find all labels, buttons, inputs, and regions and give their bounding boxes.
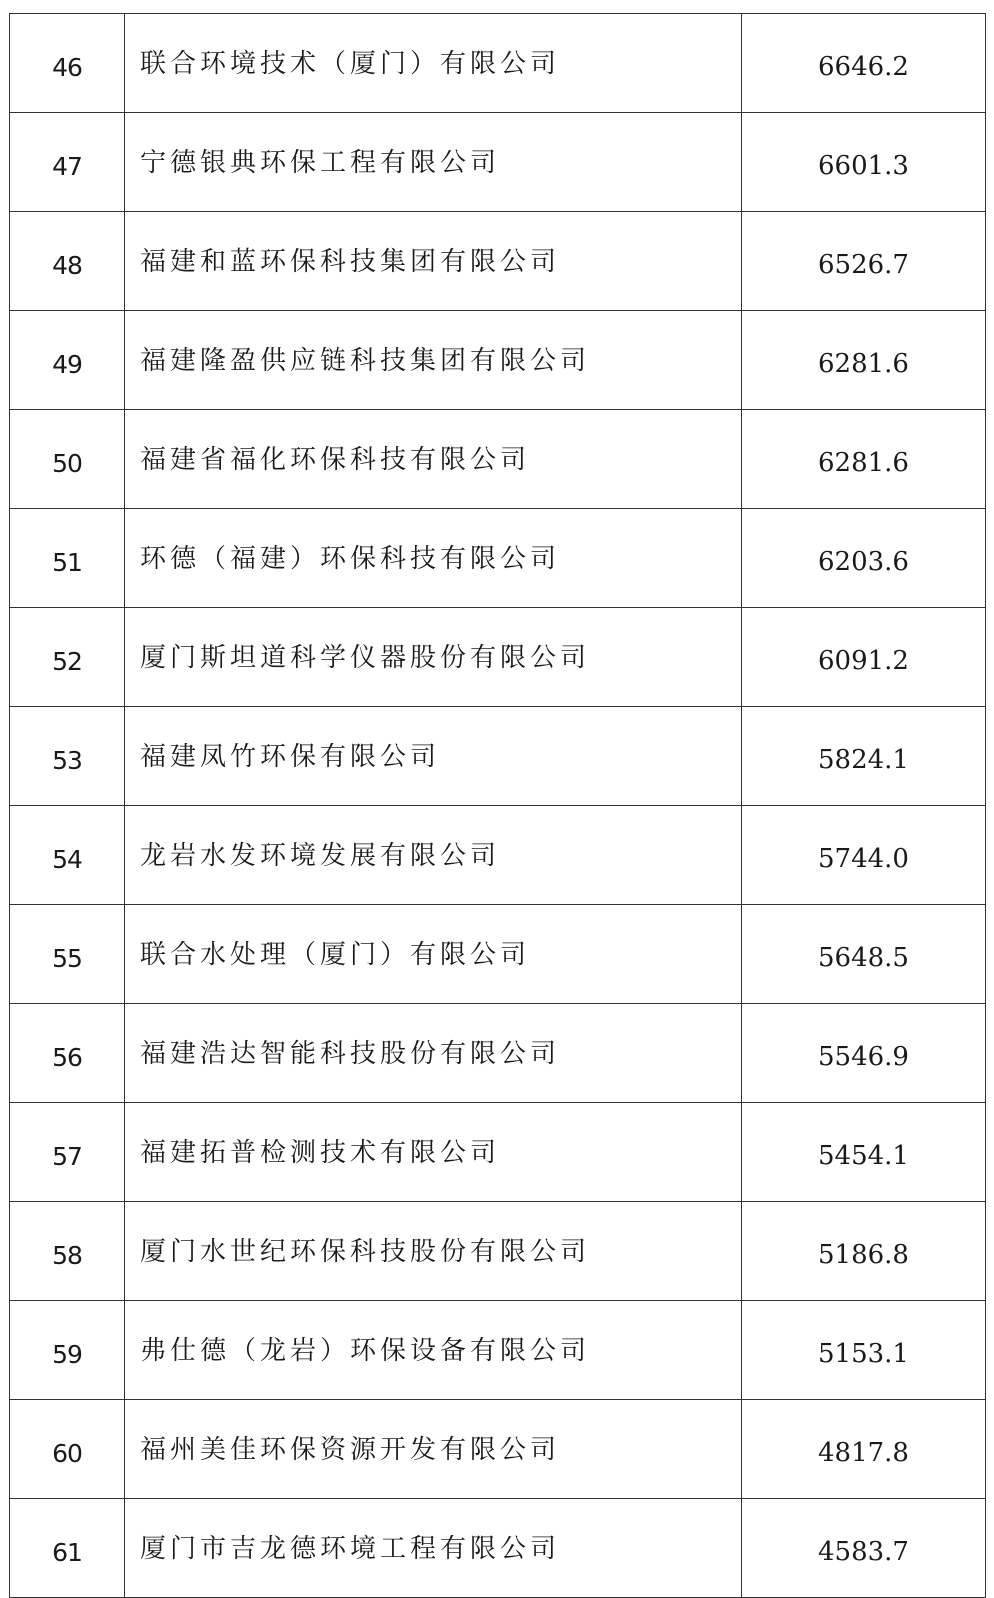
company-name-cell: 福州美佳环保资源开发有限公司 xyxy=(125,1400,742,1499)
company-name-cell: 弗仕德（龙岩）环保设备有限公司 xyxy=(125,1301,742,1400)
value-cell: 4583.7 xyxy=(742,1499,986,1598)
company-name-cell: 联合环境技术（厦门）有限公司 xyxy=(125,14,742,113)
table-row xyxy=(10,1301,986,1400)
value-cell: 6646.2 xyxy=(742,14,986,113)
table-row xyxy=(10,608,986,707)
rank-cell: 49 xyxy=(10,311,125,410)
rank-cell: 60 xyxy=(10,1400,125,1499)
table-row xyxy=(10,1400,986,1499)
value-cell: 6526.7 xyxy=(742,212,986,311)
company-name-cell: 福建隆盈供应链科技集团有限公司 xyxy=(125,311,742,410)
company-name-cell: 厦门水世纪环保科技股份有限公司 xyxy=(125,1202,742,1301)
company-name-cell: 福建凤竹环保有限公司 xyxy=(125,707,742,806)
ranking-table xyxy=(9,13,986,1598)
value-cell: 6091.2 xyxy=(742,608,986,707)
rank-cell: 61 xyxy=(10,1499,125,1598)
rank-cell: 52 xyxy=(10,608,125,707)
rank-cell: 57 xyxy=(10,1103,125,1202)
company-name-cell: 厦门市吉龙德环境工程有限公司 xyxy=(125,1499,742,1598)
value-cell: 5153.1 xyxy=(742,1301,986,1400)
table-body xyxy=(10,14,986,1598)
table-row xyxy=(10,410,986,509)
table-row xyxy=(10,806,986,905)
table-row xyxy=(10,113,986,212)
table-row xyxy=(10,1103,986,1202)
rank-cell: 48 xyxy=(10,212,125,311)
rank-cell: 46 xyxy=(10,14,125,113)
value-cell: 4817.8 xyxy=(742,1400,986,1499)
table-row xyxy=(10,1202,986,1301)
table-row xyxy=(10,905,986,1004)
value-cell: 5546.9 xyxy=(742,1004,986,1103)
rank-cell: 56 xyxy=(10,1004,125,1103)
company-name-cell: 福建浩达智能科技股份有限公司 xyxy=(125,1004,742,1103)
company-name-cell: 联合水处理（厦门）有限公司 xyxy=(125,905,742,1004)
table-row xyxy=(10,14,986,113)
value-cell: 5824.1 xyxy=(742,707,986,806)
table-row xyxy=(10,311,986,410)
company-name-cell: 福建省福化环保科技有限公司 xyxy=(125,410,742,509)
company-name-cell: 环德（福建）环保科技有限公司 xyxy=(125,509,742,608)
company-name-cell: 龙岩水发环境发展有限公司 xyxy=(125,806,742,905)
table-row xyxy=(10,707,986,806)
rank-cell: 59 xyxy=(10,1301,125,1400)
rank-cell: 50 xyxy=(10,410,125,509)
value-cell: 6281.6 xyxy=(742,410,986,509)
table-row xyxy=(10,212,986,311)
value-cell: 5186.8 xyxy=(742,1202,986,1301)
rank-cell: 53 xyxy=(10,707,125,806)
rank-cell: 54 xyxy=(10,806,125,905)
value-cell: 5454.1 xyxy=(742,1103,986,1202)
rank-cell: 55 xyxy=(10,905,125,1004)
value-cell: 6203.6 xyxy=(742,509,986,608)
rank-cell: 51 xyxy=(10,509,125,608)
value-cell: 5648.5 xyxy=(742,905,986,1004)
table-row xyxy=(10,509,986,608)
company-name-cell: 厦门斯坦道科学仪器股份有限公司 xyxy=(125,608,742,707)
rank-cell: 47 xyxy=(10,113,125,212)
value-cell: 6601.3 xyxy=(742,113,986,212)
table-row xyxy=(10,1499,986,1598)
company-name-cell: 福建和蓝环保科技集团有限公司 xyxy=(125,212,742,311)
value-cell: 6281.6 xyxy=(742,311,986,410)
company-name-cell: 福建拓普检测技术有限公司 xyxy=(125,1103,742,1202)
rank-cell: 58 xyxy=(10,1202,125,1301)
company-name-cell: 宁德银典环保工程有限公司 xyxy=(125,113,742,212)
table-row xyxy=(10,1004,986,1103)
value-cell: 5744.0 xyxy=(742,806,986,905)
